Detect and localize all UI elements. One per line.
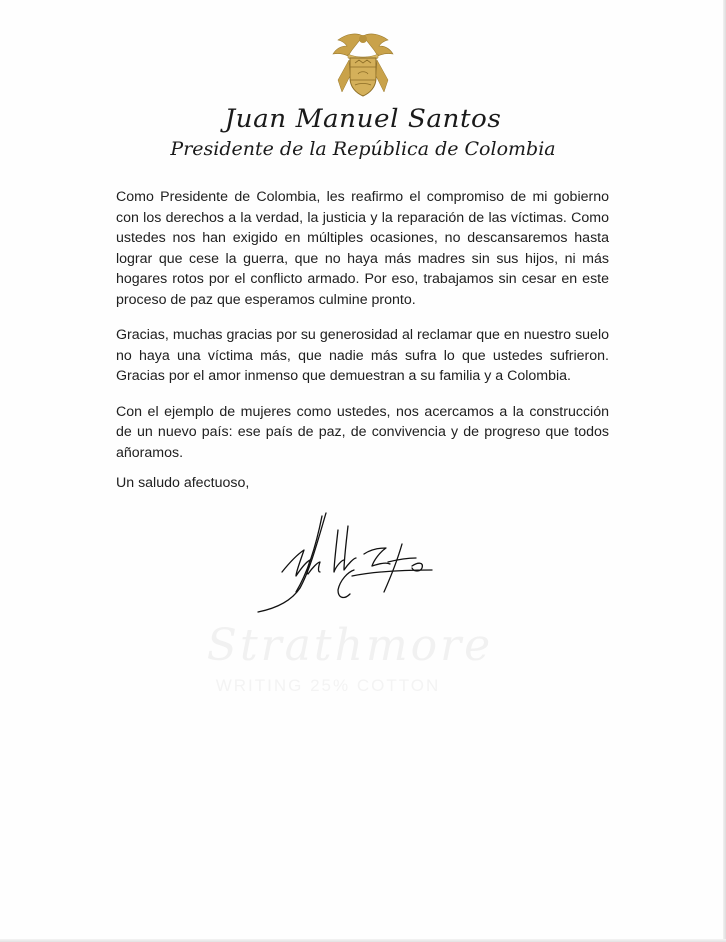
colombia-coat-of-arms-icon	[328, 30, 398, 102]
paragraph-1: Como Presidente de Colombia, les reafirmo el compromiso de mi gobierno con los derechos a la verdad, la justicia y la reparación de las víctimas. Como ustedes nos han exigido en múltiples ocasiones, no descansaremos hasta lograr que cese la guerra, que no haya más madres sin sus hijos, ni más hogares rotos por el conflicto armado. Por eso, trabajamos sin cesar en este proceso de paz que esperamos culmine pronto.	[116, 189, 609, 308]
watermark-script: Strathmore	[206, 620, 494, 671]
letterhead-name: Juan Manuel Santos	[224, 104, 502, 133]
watermark-subtitle: WRITING 25% COTTON	[215, 676, 441, 695]
letter-body	[116, 187, 609, 478]
handwritten-signature-icon	[252, 510, 442, 615]
letterhead-title: Presidente de la República de Colombia	[170, 138, 556, 160]
paragraph-2: Gracias, muchas gracias por su generosidad al reclamar que en nuestro suelo no haya una víctima más, que nadie más sufra lo que ustedes sufrieron. Gracias por el amor inmenso que demuestran a su familia y a Colombia.	[116, 327, 609, 384]
closing-line: Un saludo afectuoso,	[116, 475, 250, 491]
paragraph-3: Con el ejemplo de mujeres como ustedes, nos acercamos a la construcción de un nuevo país: ese país de paz, de convivencia y de progreso que todos añoramos.	[116, 403, 609, 461]
